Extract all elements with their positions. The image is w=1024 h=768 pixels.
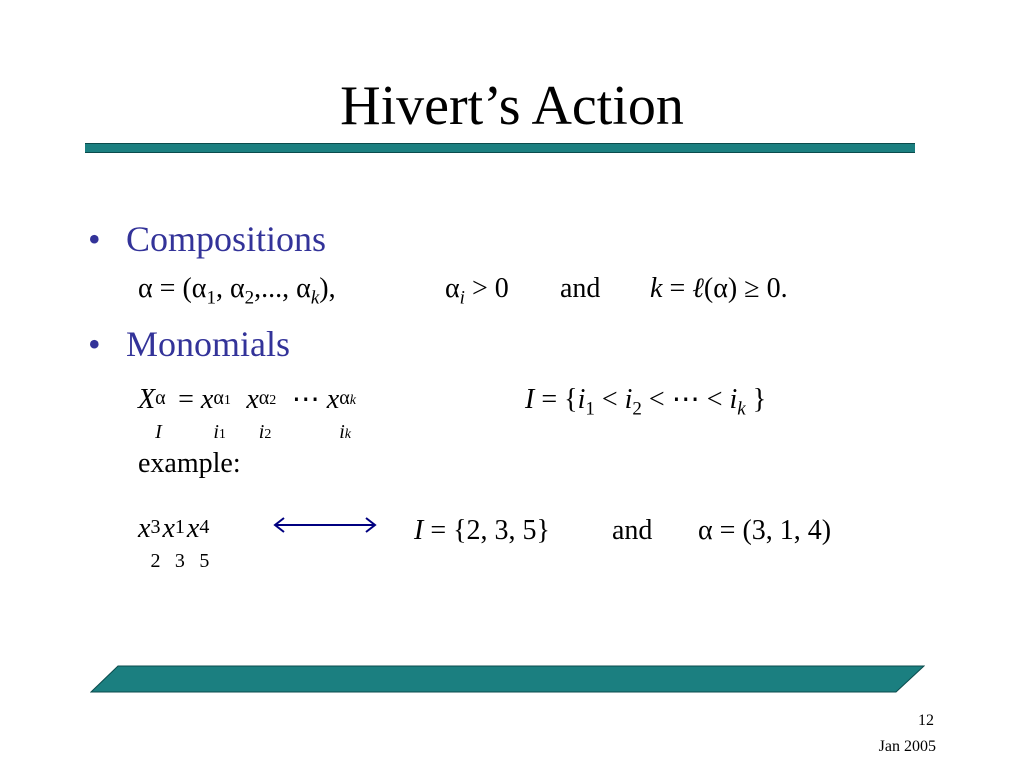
bullet-monomials [88, 326, 290, 362]
example-monomial: x 3 2 x 1 3 x 4 5 [138, 513, 210, 572]
k-symbol: k [650, 273, 663, 304]
alpha-symbol: α [445, 273, 460, 304]
alpha-symbol: α [191, 273, 207, 304]
slide-date: Jan 2005 [878, 738, 936, 755]
x-symbol: x [200, 384, 214, 415]
and-word: and [560, 273, 601, 304]
ellipsis: ,..., [254, 273, 297, 304]
close-paren: ), [319, 273, 336, 304]
comma: , [215, 273, 230, 304]
set-open: = { [534, 384, 578, 415]
length-expression: (α) ≥ 0. [703, 273, 788, 304]
composition-definition [138, 275, 336, 308]
greater-than-zero: > 0 [464, 273, 509, 304]
alpha-symbol: α [229, 273, 245, 304]
equals: = [662, 273, 693, 304]
subscript: 1 [206, 287, 216, 309]
bullet-label: Monomials [126, 324, 291, 364]
double-arrow-icon [272, 515, 378, 535]
title-underline-bar [85, 143, 915, 153]
and-word: and [612, 515, 653, 546]
composition-length [650, 275, 788, 303]
ell-symbol: ℓ [692, 273, 704, 304]
bullet-compositions [88, 221, 326, 257]
I-symbol: I [525, 384, 535, 415]
x-symbol: x [246, 384, 259, 415]
x-symbol: x [326, 384, 340, 415]
set-close: } [745, 384, 767, 415]
slide-title: Hivert’s Action [340, 75, 684, 137]
example-index-set: I = {2, 3, 5} [414, 515, 550, 546]
cdots: ⋯ [284, 384, 327, 415]
X-symbol: X [138, 384, 156, 415]
example-composition: α = (3, 1, 4) [698, 515, 832, 546]
composition-positivity [445, 275, 509, 308]
subscript: k [310, 287, 320, 309]
footer-decorative-band [90, 665, 925, 693]
page-number: 12 [918, 712, 934, 729]
equals: = [171, 384, 201, 415]
example-label: example: [138, 448, 241, 479]
equals-open: = ( [152, 273, 192, 304]
alpha-symbol: α [296, 273, 311, 304]
subscript: 2 [244, 287, 255, 309]
monomial-definition: X α I = x α1 i1 x α2 i2 ⋯ x αk ik [138, 384, 356, 443]
alpha-symbol: α [138, 273, 153, 304]
bullet-dot-icon: • [88, 324, 101, 364]
subscript: i [459, 287, 465, 309]
index-set-definition: $I = \{i_1 < i_2$ < ⋯ < $i_k$ } [525, 384, 767, 420]
bullet-label: Compositions [126, 219, 327, 259]
bullet-dot-icon: • [88, 219, 101, 259]
